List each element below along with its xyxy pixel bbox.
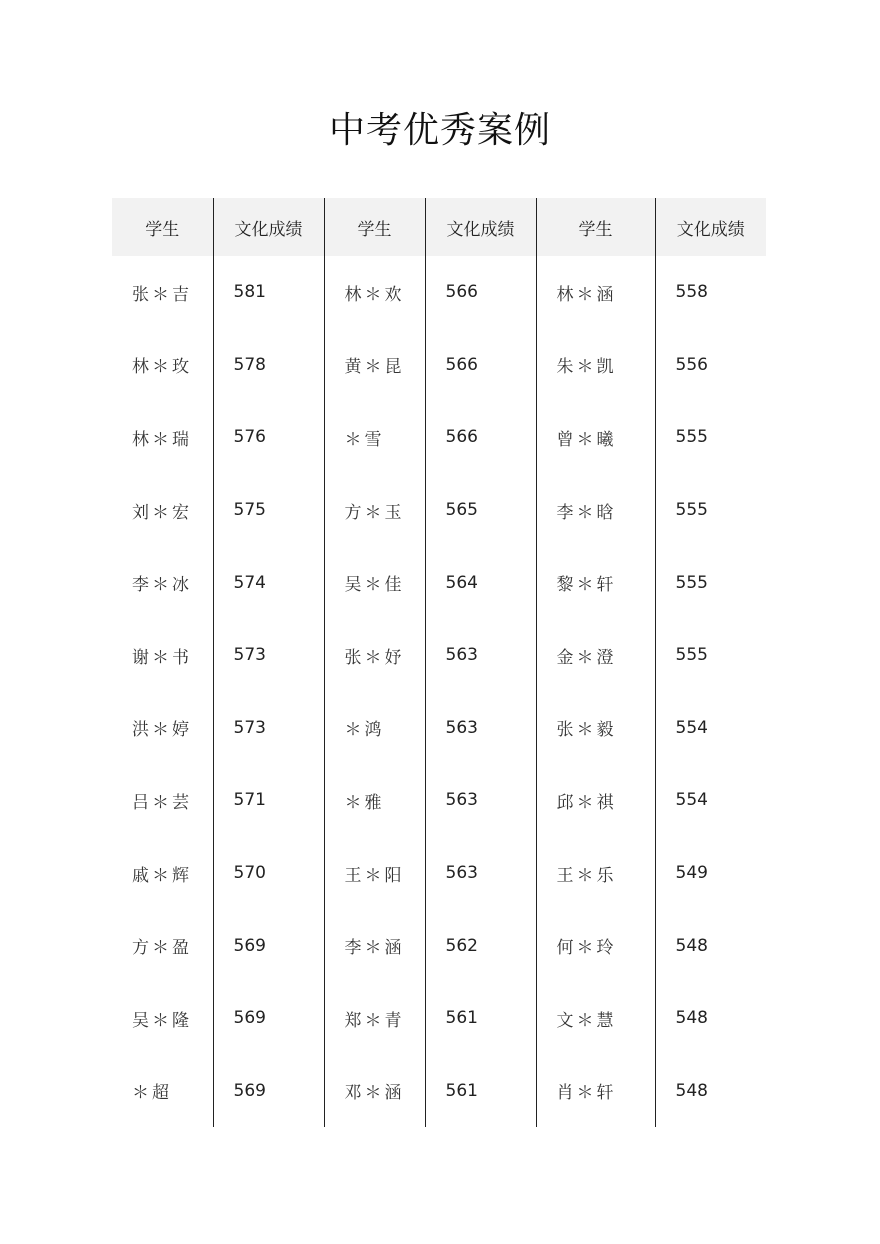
student-name-cell: 黄＊昆 [324,329,425,402]
student-name-cell: 吴＊隆 [112,982,213,1055]
student-name-cell: 谢＊书 [112,619,213,692]
table-row [112,329,766,402]
page-title: 中考优秀案例 [328,110,551,151]
student-name-cell: 李＊涵 [324,909,425,982]
student-name-cell: 方＊玉 [324,474,425,547]
table-header-row [112,198,766,256]
table-row [112,837,766,910]
student-name-cell: 李＊冰 [112,546,213,619]
student-name-cell: 朱＊凯 [536,329,655,402]
table-row [112,546,766,619]
student-name-cell: ＊鸿 [324,692,425,765]
score-cell: 562 [425,909,536,982]
student-name-cell: ＊雅 [324,764,425,837]
score-cell: 554 [675,790,708,811]
score-cell: 573 [213,692,324,765]
student-name-cell: ＊超 [112,1055,213,1128]
score-cell: 555 [675,500,708,521]
score-cell: 578 [213,329,324,402]
student-name-cell: 文＊慧 [536,982,655,1055]
student-name-cell: 曾＊曦 [536,401,655,474]
score-cell: 575 [213,474,324,547]
student-name-cell: 吕＊芸 [112,764,213,837]
score-cell: 571 [213,764,324,837]
score-cell: 561 [425,982,536,1055]
score-cell: 563 [425,764,536,837]
score-cell: 548 [675,1008,708,1029]
score-cell: 574 [213,546,324,619]
student-name-cell: 邱＊祺 [536,764,655,837]
student-name-cell: 林＊玫 [112,329,213,402]
student-name-cell: 王＊乐 [536,837,655,910]
student-name-cell: 林＊欢 [324,256,425,329]
table-row [112,692,766,765]
score-cell: 576 [213,401,324,474]
table-row [112,982,766,1055]
student-name-cell: 金＊澄 [536,619,655,692]
column-header-student: 学生 [112,198,213,256]
table-row [112,256,766,329]
score-cell: 563 [425,837,536,910]
score-cell: 554 [675,717,708,738]
student-name-cell: 郑＊青 [324,982,425,1055]
score-cell: 565 [425,474,536,547]
student-name-cell: 何＊玲 [536,909,655,982]
score-cell: 548 [675,935,708,956]
student-name-cell: 肖＊轩 [536,1055,655,1128]
score-cell: 555 [675,427,708,448]
student-name-cell: 张＊吉 [112,256,213,329]
student-name-cell: 林＊瑞 [112,401,213,474]
table-row [112,909,766,982]
score-cell: 556 [675,354,708,375]
student-name-cell: 刘＊宏 [112,474,213,547]
score-cell: 566 [425,256,536,329]
score-cell: 581 [213,256,324,329]
score-cell: 569 [213,909,324,982]
score-cell: 564 [425,546,536,619]
table-row [112,1055,766,1128]
score-cell: 555 [675,572,708,593]
score-cell: 558 [675,282,708,303]
score-cell: 570 [213,837,324,910]
score-cell: 549 [675,863,708,884]
student-name-cell: 张＊毅 [536,692,655,765]
column-header-student: 学生 [324,198,425,256]
column-header-student: 学生 [536,198,655,256]
score-cell: 566 [425,401,536,474]
student-name-cell: 林＊涵 [536,256,655,329]
student-name-cell: 张＊妤 [324,619,425,692]
score-cell: 561 [425,1055,536,1128]
score-cell: 548 [675,1080,708,1101]
student-name-cell: 黎＊轩 [536,546,655,619]
score-table [112,198,766,1127]
student-name-cell: 邓＊涵 [324,1055,425,1128]
score-cell: 569 [213,982,324,1055]
student-name-cell: 李＊晗 [536,474,655,547]
column-header-score: 文化成绩 [425,198,536,256]
score-cell: 555 [675,645,708,666]
score-cell: 566 [425,329,536,402]
table-row [112,764,766,837]
student-name-cell: 王＊阳 [324,837,425,910]
score-cell: 573 [213,619,324,692]
student-name-cell: ＊雪 [324,401,425,474]
table-row [112,401,766,474]
score-cell: 563 [425,619,536,692]
table-row [112,619,766,692]
column-header-score: 文化成绩 [655,198,766,256]
student-name-cell: 洪＊婷 [112,692,213,765]
student-name-cell: 方＊盈 [112,909,213,982]
table-body [112,256,766,1127]
score-cell: 563 [425,692,536,765]
table-row [112,474,766,547]
column-header-score: 文化成绩 [213,198,324,256]
score-cell: 569 [213,1055,324,1128]
student-name-cell: 戚＊辉 [112,837,213,910]
student-name-cell: 吴＊佳 [324,546,425,619]
